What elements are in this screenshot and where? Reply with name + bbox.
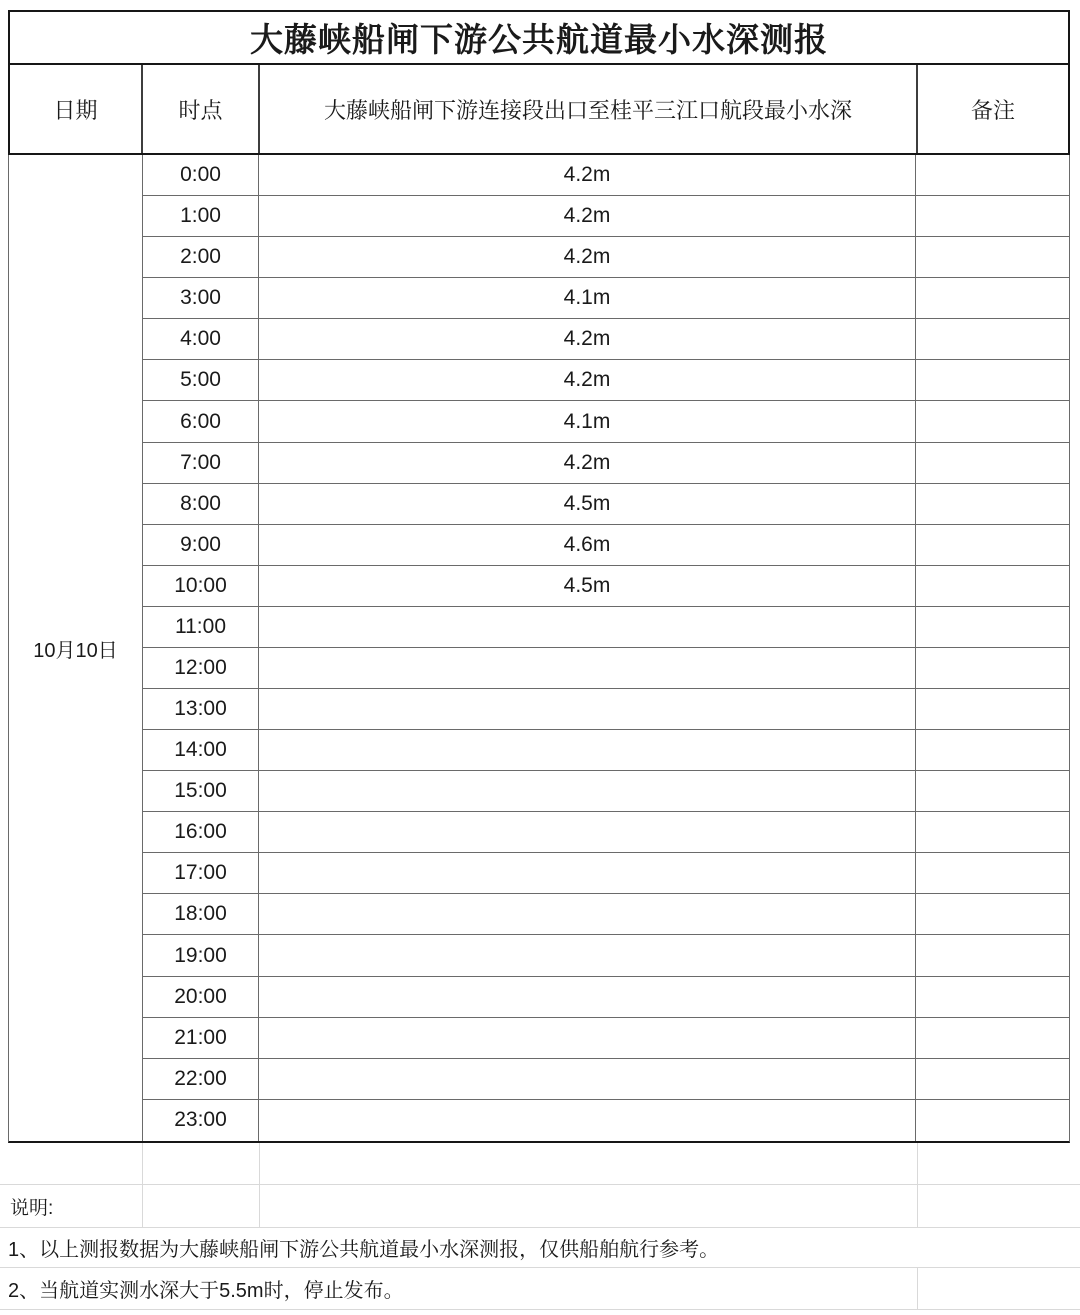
table-header-row [8,65,1070,155]
depth-cell: 4.1m [259,278,916,318]
time-cell: 10:00 [143,566,259,606]
table-row [143,689,1069,730]
time-cell: 19:00 [143,935,259,975]
table-row [143,155,1069,196]
time-cell: 0:00 [143,155,259,195]
depth-cell [259,1059,916,1099]
depth-cell [259,607,916,647]
time-cell: 4:00 [143,319,259,359]
depth-cell: 4.5m [259,484,916,524]
depth-cell [259,1100,916,1141]
depth-cell: 4.2m [259,196,916,236]
remark-cell [916,525,1069,565]
depth-cell: 4.5m [259,566,916,606]
remark-cell [916,237,1069,277]
remark-cell [916,319,1069,359]
table-body [8,155,1070,1143]
remark-cell [916,1100,1069,1141]
table-row [143,1100,1069,1141]
depth-cell: 4.2m [259,360,916,400]
report-title: 大藤峡船闸下游公共航道最小水深测报 [8,10,1070,65]
time-cell: 9:00 [143,525,259,565]
header-depth: 大藤峡船闸下游连接段出口至桂平三江口航段最小水深 [260,65,918,153]
remark-cell [916,401,1069,441]
remark-cell [916,196,1069,236]
remark-cell [916,1018,1069,1058]
table-row [143,566,1069,607]
notes-label: 说明: [10,1197,54,1219]
remark-cell [916,360,1069,400]
table-row [143,1059,1069,1100]
remark-cell [916,977,1069,1017]
remark-cell [916,484,1069,524]
time-cell: 14:00 [143,730,259,770]
remark-cell [916,278,1069,318]
table-row [143,525,1069,566]
table-row [143,977,1069,1018]
depth-cell [259,894,916,934]
data-rows [143,155,1069,1141]
note-2: 2、当航道实测水深大于5.5m时，停止发布。 [8,1280,404,1302]
note-row-2 [0,1268,1080,1310]
table-row [143,894,1069,935]
remark-cell [916,853,1069,893]
spacer-row [0,1143,1080,1185]
footer-area [0,1143,1080,1310]
table-row [143,648,1069,689]
depth-cell [259,730,916,770]
header-remark: 备注 [970,97,1015,123]
time-cell: 2:00 [143,237,259,277]
table-row [143,1018,1069,1059]
remark-cell [916,812,1069,852]
depth-cell [259,689,916,729]
note-1: 1、以上测报数据为大藤峡船闸下游公共航道最小水深测报，仅供船舶航行参考。 [8,1239,720,1261]
table-row [143,812,1069,853]
time-cell: 23:00 [143,1100,259,1141]
depth-cell [259,977,916,1017]
table-row [143,319,1069,360]
time-cell: 16:00 [143,812,259,852]
remark-cell [916,894,1069,934]
table-row [143,237,1069,278]
depth-cell [259,935,916,975]
table-row [143,443,1069,484]
time-cell: 22:00 [143,1059,259,1099]
time-cell: 21:00 [143,1018,259,1058]
table-row [143,853,1069,894]
table-row [143,278,1069,319]
table-row [143,935,1069,976]
time-cell: 17:00 [143,853,259,893]
depth-report-table [8,10,1070,1143]
table-row [143,771,1069,812]
depth-cell [259,853,916,893]
depth-cell: 4.2m [259,443,916,483]
time-cell: 13:00 [143,689,259,729]
remark-cell [916,648,1069,688]
date-cell: 10月10日 [9,155,143,1141]
table-row [143,401,1069,442]
depth-cell: 4.2m [259,155,916,195]
time-cell: 8:00 [143,484,259,524]
time-cell: 18:00 [143,894,259,934]
remark-cell [916,935,1069,975]
remark-cell [916,607,1069,647]
remark-cell [916,771,1069,811]
time-cell: 3:00 [143,278,259,318]
header-time: 时点 [143,65,260,153]
time-cell: 12:00 [143,648,259,688]
depth-cell [259,771,916,811]
depth-cell [259,812,916,852]
table-row [143,360,1069,401]
time-cell: 11:00 [143,607,259,647]
table-row [143,196,1069,237]
remark-cell [916,443,1069,483]
time-cell: 6:00 [143,401,259,441]
remark-cell [916,689,1069,729]
time-cell: 5:00 [143,360,259,400]
depth-cell [259,1018,916,1058]
notes-label-row [0,1185,1080,1228]
time-cell: 20:00 [143,977,259,1017]
header-date: 日期 [10,65,143,153]
time-cell: 15:00 [143,771,259,811]
table-row [143,730,1069,771]
note-row-1 [0,1228,1080,1268]
depth-cell [259,648,916,688]
depth-cell: 4.2m [259,319,916,359]
depth-cell: 4.2m [259,237,916,277]
depth-cell: 4.1m [259,401,916,441]
remark-cell [916,730,1069,770]
table-row [143,484,1069,525]
table-row [143,607,1069,648]
time-cell: 1:00 [143,196,259,236]
remark-cell [916,155,1069,195]
remark-cell [916,566,1069,606]
depth-cell: 4.6m [259,525,916,565]
time-cell: 7:00 [143,443,259,483]
remark-cell [916,1059,1069,1099]
